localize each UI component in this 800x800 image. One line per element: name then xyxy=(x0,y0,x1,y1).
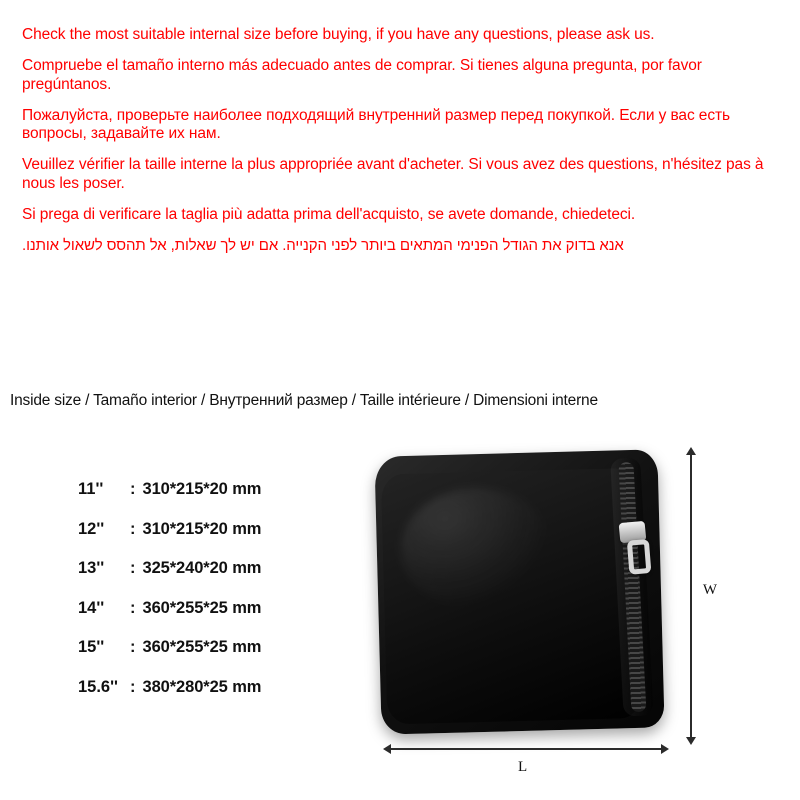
size-table xyxy=(78,480,368,717)
size-separator: : xyxy=(130,638,136,656)
size-separator: : xyxy=(130,480,136,498)
table-row xyxy=(78,559,368,578)
size-label: 13'' xyxy=(78,559,105,577)
zipper-pull-icon xyxy=(627,539,652,575)
size-dimensions: 360*255*25 mm xyxy=(142,638,262,656)
size-label: 15.6'' xyxy=(78,677,118,696)
notice-line-spanish: Compruebe el tamaño interno más adecuado antes de comprar. Si tienes alguna pregunta, por favor pregúntanos. xyxy=(22,57,702,93)
notice-line-hebrew: אנא בדוק את הגודל הפנימי המתאים ביותר לפני הקנייה. אם יש לך שאלות, אל תהסס לשאול אותנו. xyxy=(22,237,624,255)
notice-line-english: Check the most suitable internal size before buying, if you have any questions, please ask us. xyxy=(22,26,655,43)
width-dimension-label: W xyxy=(702,582,717,598)
size-separator: : xyxy=(130,559,136,577)
length-dimension-label: L xyxy=(518,759,528,775)
product-image-area xyxy=(360,440,720,780)
notice-line-russian: Пожалуйста, проверьте наиболее подходящий внутренний размер перед покупкой. Если у вас есть вопросы, задавайте их нам. xyxy=(22,106,730,143)
inside-size-caption: Inside size / Tamaño interior / Внутренний размер / Taille intérieure / Dimensioni interne xyxy=(10,392,598,409)
length-dimension-arrow xyxy=(390,748,662,750)
table-row xyxy=(78,520,368,539)
size-separator: : xyxy=(130,677,136,696)
size-separator: : xyxy=(130,519,136,538)
table-row xyxy=(78,678,368,697)
notice-line-french: Veuillez vérifier la taille interne la plus appropriée avant d'acheter. Si vous avez des questions, n'hésitez pas à nous les poser. xyxy=(22,156,764,192)
size-label: 12'' xyxy=(78,519,105,538)
size-label: 15'' xyxy=(78,638,105,656)
size-dimensions: 325*240*20 mm xyxy=(142,559,262,577)
laptop-sleeve-image xyxy=(374,449,664,734)
multilingual-notice xyxy=(22,26,778,268)
notice-line-italian: Si prega di verificare la taglia più adatta prima dell'acquisto, se avete domande, chiedeteci. xyxy=(22,205,636,223)
size-label: 14'' xyxy=(78,598,105,617)
size-separator: : xyxy=(130,598,136,617)
size-dimensions: 380*280*25 mm xyxy=(142,677,262,696)
size-dimensions: 310*215*20 mm xyxy=(142,519,262,538)
size-dimensions: 310*215*20 mm xyxy=(142,480,262,498)
width-dimension-arrow xyxy=(690,454,692,738)
size-dimensions: 360*255*25 mm xyxy=(142,598,262,617)
table-row xyxy=(78,638,368,657)
table-row xyxy=(78,480,368,499)
table-row xyxy=(78,599,368,618)
size-label: 11'' xyxy=(78,480,104,498)
